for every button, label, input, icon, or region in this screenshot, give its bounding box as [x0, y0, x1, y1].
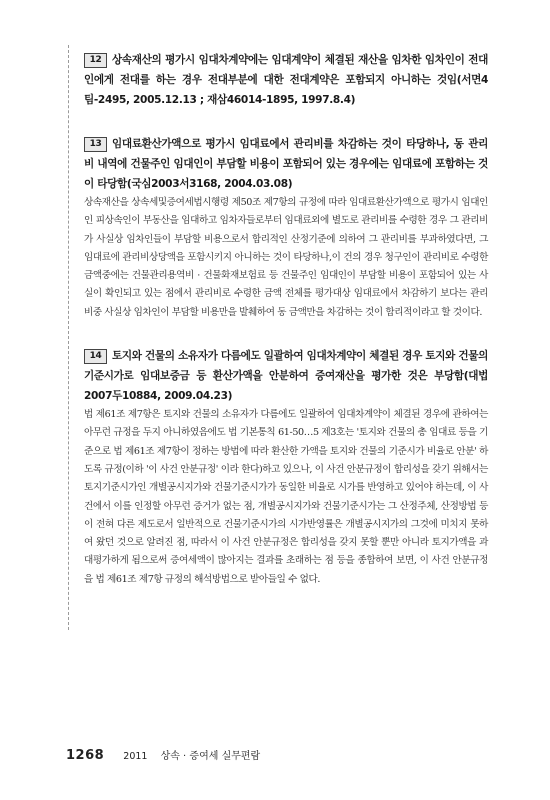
edition-year: 2011: [123, 751, 148, 762]
case-number-badge: 13: [84, 137, 107, 152]
case-heading: [84, 346, 488, 406]
page-footer: [66, 744, 260, 763]
case-heading-text: 상속재산의 평가시 임대차계약에는 임대계약이 체결된 재산을 임차한 임차인이 전대인에게 전대를 하는 경우 전대부분에 대한 전대계약은 포함되지 아니하는 것임(서면4팀-2495, 2005.12.13 ; 재삼46014-1895, 1997.8.4): [84, 54, 488, 106]
case-14: [84, 346, 488, 589]
case-body-text: 법 제61조 제7항은 토지와 건물의 소유자가 다름에도 일괄하여 임대차계약이 체결된 경우에 관하여는 아무런 규정을 두지 아니하였음에도 법 기본통칙 61-50…5 제3호는 '토지와 건물의 총 임대료 등을 기준으로 법 제61조 제7항이 정하는 방법에 따라 환산한 가액을 토지와 건물의 기준시가 비율로 안분' 하도록 규정(이하 '이 사건 안분규정' 이라 한다)하고 있으나, 이 사건 안분규정이 합리성을 갖기 위해서는 토지기준시가인 개별공시지가와 건물기준시가가 동일한 비율로 시가를 반영하고 있어야 하는데, 이 사건에서 이를 인정할 아무런 증거가 없는 점, 개별공시지가와 건물기준시가는 그 산정주체, 산정방법 등이 전혀 다른 제도로서 일반적으로 건물기준시가의 시가반영률은 개별공시지가의 그것에 미치지 못하여 왔던 것으로 알려진 점, 따라서 이 사건 안분규정은 합리성을 갖지 못할 뿐만 아니라 토지가액을 과대평가하게 됨으로써 증여세액이 많아지는 결과를 초래하는 점 등을 종합하여 보면, 이 사건 안분규정을 법 제61조 제7항 규정의 해석방법으로 받아들일 수 없다.: [84, 409, 488, 585]
case-13: [84, 134, 488, 322]
case-12: [84, 50, 488, 110]
case-number-badge: 14: [84, 349, 107, 364]
page-number: 1268: [66, 748, 105, 763]
book-title: 상속 · 증여세 실무편람: [160, 751, 261, 762]
case-heading-text: 임대료환산가액으로 평가시 임대료에서 관리비를 차감하는 것이 타당하나, 동 관리비 내역에 건물주인 임대인이 부담할 비용이 포함되어 있는 경우에는 임대료에 포함하는 것이 타당함(국심2003서3168, 2004.03.08): [84, 138, 488, 190]
case-number-badge: 12: [84, 53, 107, 68]
case-body-text: 상속재산을 상속세및증여세법시행령 제50조 제7항의 규정에 따라 임대료환산가액으로 평가시 임대인인 피상속인이 부동산을 임대하고 임차자들로부터 임대료외에 별도로 관리비를 수령한 경우 그 관리비가 사실상 임차인들이 부담할 비용으로서 합리적인 산정기준에 의하여 그 관리비를 부과하였다면, 그 임대료에 관리비상당액을 포함시키지 아니하는 것이 타당하나,이 건의 경우 청구인이 관리비로 수령한 금액중에는 건물관리용역비 · 건물화재보험료 등 건물주인 임대인이 부담할 비용이 포함되어 있는 사실이 확인되고 있는 점에서 관리비로 수령한 금액 전체를 평가대상 임대료에서 차감하기 보다는 관리비중 사실상 임차인이 부담할 비용만을 발췌하여 동 금액만을 차감하는 것이 합리적이라고 할 것이다.: [84, 197, 488, 318]
case-heading: [84, 50, 488, 110]
case-heading: [84, 134, 488, 194]
page-content: [84, 50, 488, 613]
margin-rule: [68, 45, 69, 630]
case-heading-text: 토지와 건물의 소유자가 다름에도 일괄하여 임대차계약이 체결된 경우 토지와 건물의 기준시가로 임대보증금 등 환산가액을 안분하여 증여재산을 평가한 것은 부당함(대법2007두10884, 2009.04.23): [84, 350, 488, 403]
